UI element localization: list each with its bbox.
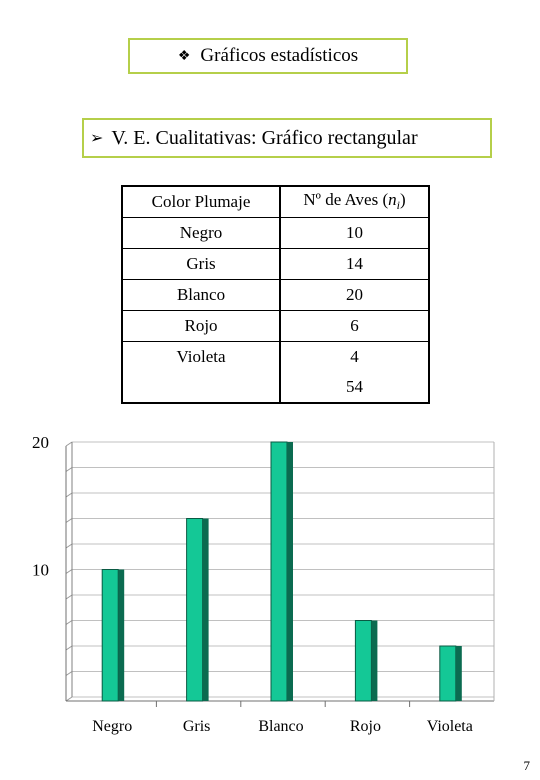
grid-side bbox=[66, 672, 72, 676]
frequency-table bbox=[121, 185, 430, 404]
row-label: Gris bbox=[122, 248, 280, 279]
header-n-sub: i bbox=[396, 198, 400, 213]
row-value: 4 bbox=[280, 341, 429, 372]
table-total-row bbox=[122, 372, 429, 403]
bar bbox=[102, 570, 118, 702]
table-row bbox=[122, 341, 429, 372]
row-value: 10 bbox=[280, 217, 429, 248]
bar-side bbox=[456, 646, 462, 701]
bar-side bbox=[287, 442, 293, 701]
bar bbox=[187, 519, 203, 702]
section-title-box bbox=[128, 38, 408, 74]
grid-side bbox=[66, 544, 72, 548]
total-label-empty bbox=[122, 372, 280, 403]
page-number: 7 bbox=[523, 758, 530, 773]
grid-side bbox=[66, 570, 72, 574]
row-label: Rojo bbox=[122, 310, 280, 341]
table-header-row bbox=[122, 186, 429, 217]
total-value: 54 bbox=[346, 377, 364, 396]
x-tick-label: Rojo bbox=[349, 718, 381, 735]
bar bbox=[440, 646, 456, 701]
grid-side bbox=[66, 646, 72, 650]
bar-chart bbox=[0, 430, 540, 740]
table-row bbox=[122, 217, 429, 248]
x-tick-label: Gris bbox=[182, 718, 211, 735]
bar-side bbox=[203, 519, 209, 702]
subsection-title: V. E. Cualitativas: Gráfico rectangular bbox=[111, 126, 418, 149]
grid-side bbox=[66, 493, 72, 497]
table-row bbox=[122, 248, 429, 279]
bar-side bbox=[118, 570, 124, 702]
grid-side bbox=[66, 519, 72, 523]
row-value: 14 bbox=[280, 248, 429, 279]
row-label: Blanco bbox=[122, 279, 280, 310]
diamond-bullet-icon: ❖ bbox=[177, 48, 191, 64]
row-value: 20 bbox=[280, 279, 429, 310]
header-n-aves-close: ) bbox=[399, 190, 406, 210]
y-tick-label: 20 bbox=[32, 433, 49, 452]
grid-side bbox=[66, 621, 72, 625]
arrow-bullet-icon: ➢ bbox=[90, 130, 104, 147]
row-label: Negro bbox=[122, 217, 280, 248]
header-n-aves-text: Nº de Aves ( bbox=[303, 190, 389, 210]
subsection-title-box bbox=[82, 118, 492, 158]
header-n-aves bbox=[280, 186, 429, 217]
x-tick-label: Violeta bbox=[426, 718, 473, 735]
header-color-plumaje: Color Plumaje bbox=[122, 186, 280, 217]
x-tick-label: Negro bbox=[92, 718, 133, 735]
grid-side bbox=[66, 442, 72, 446]
y-tick-label: 10 bbox=[32, 560, 49, 580]
row-label: Violeta bbox=[122, 341, 280, 372]
row-value: 6 bbox=[280, 310, 429, 341]
header-n-var: n bbox=[388, 190, 397, 210]
x-tick-label: Blanco bbox=[258, 718, 304, 735]
grid-side bbox=[66, 697, 72, 701]
bar-side bbox=[371, 621, 377, 702]
bar bbox=[271, 442, 287, 701]
grid-side bbox=[66, 468, 72, 472]
section-title: Gráficos estadísticos bbox=[200, 45, 359, 66]
table-row bbox=[122, 310, 429, 341]
table-row bbox=[122, 279, 429, 310]
bar bbox=[355, 621, 371, 702]
grid-side bbox=[66, 595, 72, 599]
